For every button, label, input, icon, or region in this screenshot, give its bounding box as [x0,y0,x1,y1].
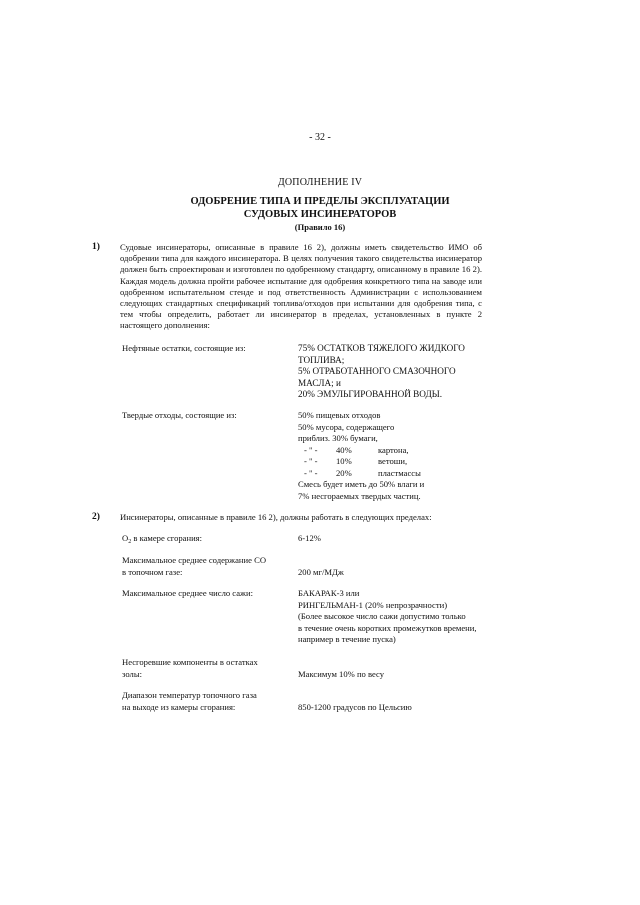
soot-label: Максимальное среднее число сажи: [122,588,253,598]
ditto-item: пластмассы [378,467,421,478]
co-label-line-1: Максимальное среднее содержание CO [122,555,267,565]
solid-waste-label: Твердые отходы, состоящие из: [122,410,237,420]
solid-ditto-row [298,456,424,468]
ditto-mark: - " - [304,467,318,478]
soot-line: РИНГЕЛЬМАН-1 (20% непрозрачности) [298,599,448,610]
solid-line: 7% несгораемых твердых частиц. [298,490,421,501]
ditto-item: картона, [378,444,409,455]
ditto-mark: - " - [304,444,318,455]
co-value: 200 мг/МДж [298,567,344,577]
solid-line: приблиз. 30% бумаги, [298,433,378,443]
ash-label-line-1: Несгоревшие компоненты в остатках [122,657,258,667]
oil-residue-composition [298,343,465,401]
temp-label-line-2: на выходе из камеры сгорания: [122,702,236,712]
section-1-text: Судовые инсинераторы, описанные в правиле 16 2), должны иметь свидетельство ИМО об одобрении типа для каждого инсинератора. В целях получения такого свидетельства инсинератор должен быть спроектирован и изготовлен по одобренному стандарту, описанному в правиле 16 2). Каждая модель должна пройти рабочее испытание для одобрения конкретного типа на заводе или одобренном испытательном стенде и под ответственность Администрации с использованием следующих стандартных спецификаций топлива/отходов при испытании для одобрения типа, с тем чтобы определить, работает ли инсинератор в пределах, установленных в пункте 2 настоящего дополнения: [120,242,482,331]
oil-line: 75% ОСТАТКОВ ТЯЖЕЛОГО ЖИДКОГО [298,343,465,353]
ditto-item: ветоши, [378,456,408,466]
section-2-intro: Инсинераторы, описанные в правиле 16 2), должны работать в следующих пределах: [120,512,432,522]
ditto-percent: 20% [336,467,352,478]
solid-waste-composition [298,410,424,502]
rule-reference: (Правило 16) [294,222,346,232]
soot-line: БАКАРАК-3 или [298,588,360,598]
solid-ditto-row [298,468,424,480]
oil-residue-label: Нефтяные остатки, состоящие из: [122,343,246,353]
soot-value [298,588,477,646]
co-label-line-2: в топочном газе: [122,567,183,577]
o2-label: $O_2$ в камере сгорания: [122,533,203,545]
oil-line: 20% ЭМУЛЬГИРОВАННОЙ ВОДЫ. [298,389,443,399]
temp-label-line-1: Диапазон температур топочного газа [122,690,257,700]
solid-ditto-row [298,445,424,457]
o2-value: 6-12% [298,533,321,543]
title-line-1: ОДОБРЕНИЕ ТИПА И ПРЕДЕЛЫ ЭКСПЛУАТАЦИИ [190,196,450,207]
soot-line: например в течение пуска) [298,634,396,644]
title-line-2: СУДОВЫХ ИНСИНЕРАТОРОВ [243,209,397,220]
section-2-number: 2) [92,512,100,522]
ditto-percent: 40% [336,444,352,455]
soot-line: (Более высокое число сажи допустимо только [298,611,466,621]
page-number: - 32 - [309,132,331,143]
section-1-paragraph [120,242,482,332]
oil-line: 5% ОТРАБОТАННОГО СМАЗОЧНОГО [298,366,456,376]
temp-value: 850-1200 градусов по Цельсию [298,702,412,712]
soot-line: в течение очень коротких промежутков времени, [298,622,477,633]
ditto-percent: 10% [336,456,352,466]
appendix-heading: ДОПОЛНЕНИЕ IV [277,177,363,188]
solid-line: 50% мусора, содержащего [298,421,395,432]
ash-value: Максимум 10% по весу [298,669,385,679]
section-1-number: 1) [92,242,100,252]
solid-line: Смесь будет иметь до 50% влаги и [298,479,425,489]
solid-line: 50% пищевых отходов [298,410,381,420]
ditto-mark: - " - [304,456,318,466]
ash-label-line-2: золы: [122,669,142,679]
oil-line: МАСЛА; и [298,377,341,388]
oil-line: ТОПЛИВА; [298,354,345,365]
